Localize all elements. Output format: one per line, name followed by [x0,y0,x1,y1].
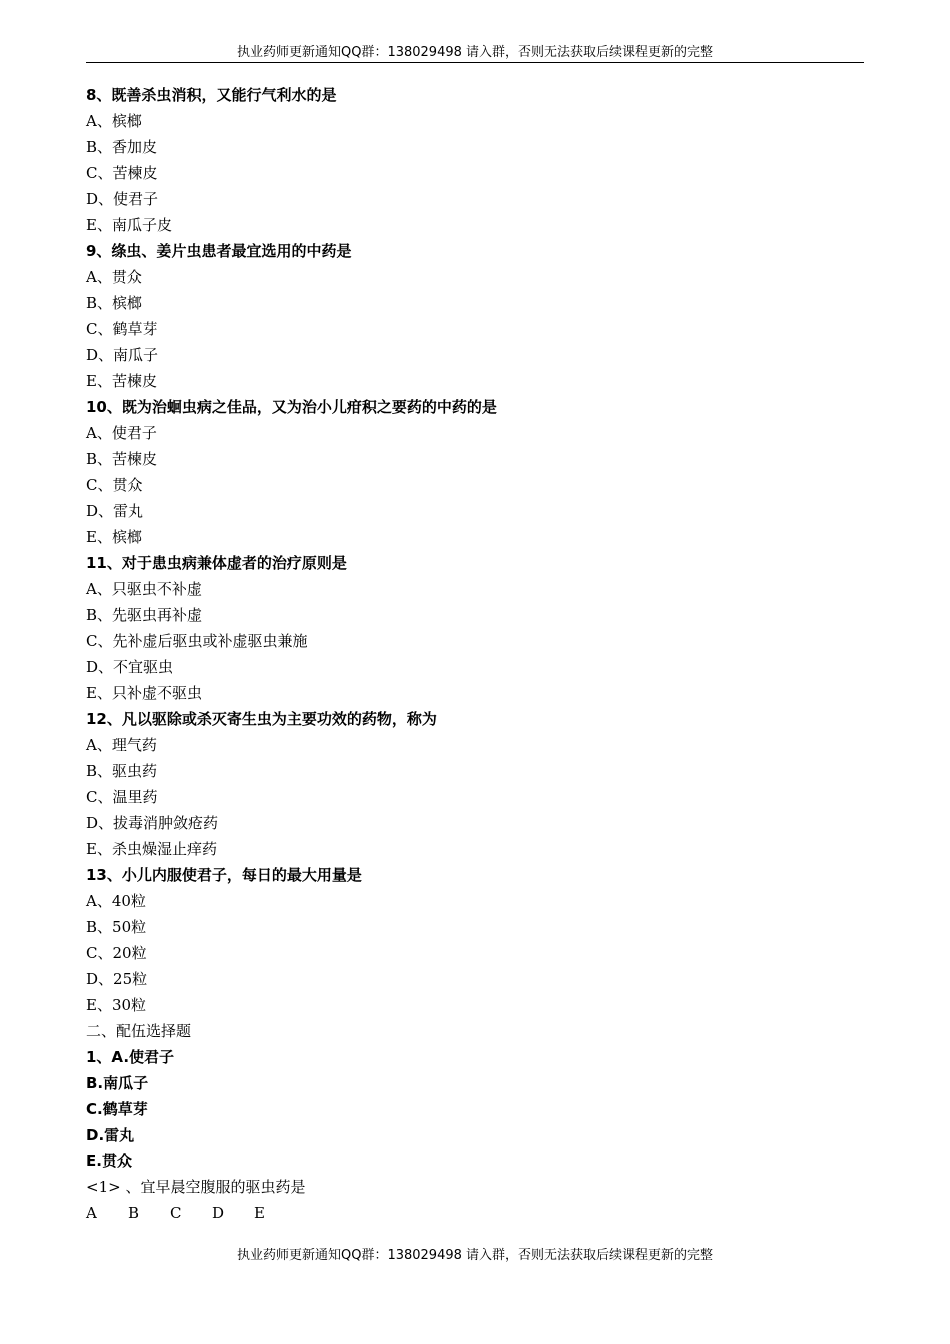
question-stem: 8、既善杀虫消积，又能行气利水的是 [86,86,337,104]
answer-letter: E [254,1204,265,1222]
page-footer [86,1247,864,1265]
header-suffix: 请入群，否则无法获取后续课程更新的完整 [461,45,714,60]
matching-option: C.鹤草芽 [86,1100,148,1118]
option: E、槟榔 [86,528,142,546]
footer-qq: QQ群：138029498 [340,1248,462,1263]
question-stem: 11、对于患虫病兼体虚者的治疗原则是 [86,554,347,572]
option: B、驱虫药 [86,762,158,780]
answer-letter: D [212,1204,225,1222]
section-title: 二、配伍选择题 [86,1022,192,1040]
matching-option: B.南瓜子 [86,1074,149,1092]
answer-letter: B [128,1204,140,1222]
matching-sub-question: <1> 、宜早晨空腹服的驱虫药是 [86,1178,306,1196]
option: D、雷丸 [86,502,144,520]
header-rule [86,62,864,63]
option: B、50粒 [86,918,147,936]
option: E、南瓜子皮 [86,216,172,234]
matching-option: 1、A.使君子 [86,1048,175,1066]
matching-option: E.贯众 [86,1152,132,1170]
option: C、温里药 [86,788,158,806]
answer-choices [86,1200,866,1226]
question-stem: 10、既为治蛔虫病之佳品，又为治小儿疳积之要药的中药的是 [86,398,497,416]
answer-letter: A [86,1204,97,1222]
option: C、贯众 [86,476,143,494]
option: E、苦楝皮 [86,372,157,390]
option: E、30粒 [86,996,147,1014]
option: A、理气药 [86,736,157,754]
question-stem: 9、绦虫、姜片虫患者最宜选用的中药是 [86,242,352,260]
option: B、香加皮 [86,138,158,156]
document-body [86,82,866,1226]
option: A、贯众 [86,268,142,286]
header-prefix: 执业药师更新通知 [236,45,341,60]
option: D、拔毒消肿敛疮药 [86,814,219,832]
page-header [86,44,864,62]
option: A、使君子 [86,424,157,442]
answer-letter: C [170,1204,182,1222]
option: C、苦楝皮 [86,164,158,182]
option: D、使君子 [86,190,159,208]
option: B、槟榔 [86,294,143,312]
option: D、不宜驱虫 [86,658,174,676]
question-stem: 13、小儿内服使君子，每日的最大用量是 [86,866,362,884]
footer-suffix: 请入群，否则无法获取后续课程更新的完整 [461,1248,714,1263]
option: C、20粒 [86,944,147,962]
option: C、先补虚后驱虫或补虚驱虫兼施 [86,632,308,650]
matching-option: D.雷丸 [86,1126,135,1144]
option: D、25粒 [86,970,148,988]
option: A、只驱虫不补虚 [86,580,202,598]
option: E、杀虫燥湿止痒药 [86,840,217,858]
option: B、先驱虫再补虚 [86,606,203,624]
option: E、只补虚不驱虫 [86,684,202,702]
option: A、40粒 [86,892,146,910]
question-stem: 12、凡以驱除或杀灭寄生虫为主要功效的药物，称为 [86,710,437,728]
option: C、鹤草芽 [86,320,158,338]
header-qq: QQ群：138029498 [340,45,462,60]
footer-prefix: 执业药师更新通知 [236,1248,341,1263]
option: A、槟榔 [86,112,142,130]
option: D、南瓜子 [86,346,159,364]
option: B、苦楝皮 [86,450,158,468]
